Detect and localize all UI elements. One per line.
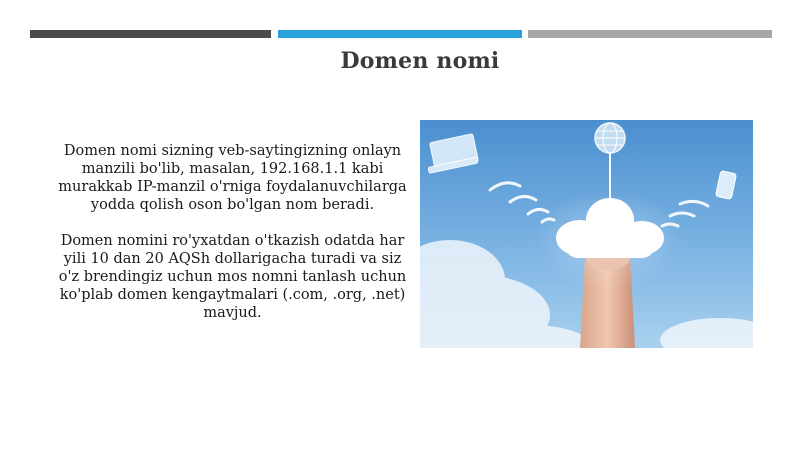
paragraph-domain-registration: Domen nomini ro'yxatdan o'tkazish odatda har yili 10 dan 20 AQSh dollarigacha turadi va siz o'z brendingiz uchun mos nomni tanlash uchun ko'plab domen kengaytmalari (.com, .org, .net) mavjud. [58, 233, 407, 321]
header-bar-gray [528, 30, 772, 38]
cloud-network-image [420, 120, 753, 348]
header-bar-dark [30, 30, 271, 38]
header-bars [30, 30, 772, 38]
paragraph-domain-definition: Domen nomi sizning veb-saytingizning onlayn manzili bo'lib, masalan, 192.168.1.1 kabi murakkab IP-manzil o'rniga foydalanuvchilarga yodda qolish oson bo'lgan nom beradi. [58, 143, 407, 213]
slide-title: Domen nomi [340, 48, 500, 74]
header-bar-blue [278, 30, 522, 38]
